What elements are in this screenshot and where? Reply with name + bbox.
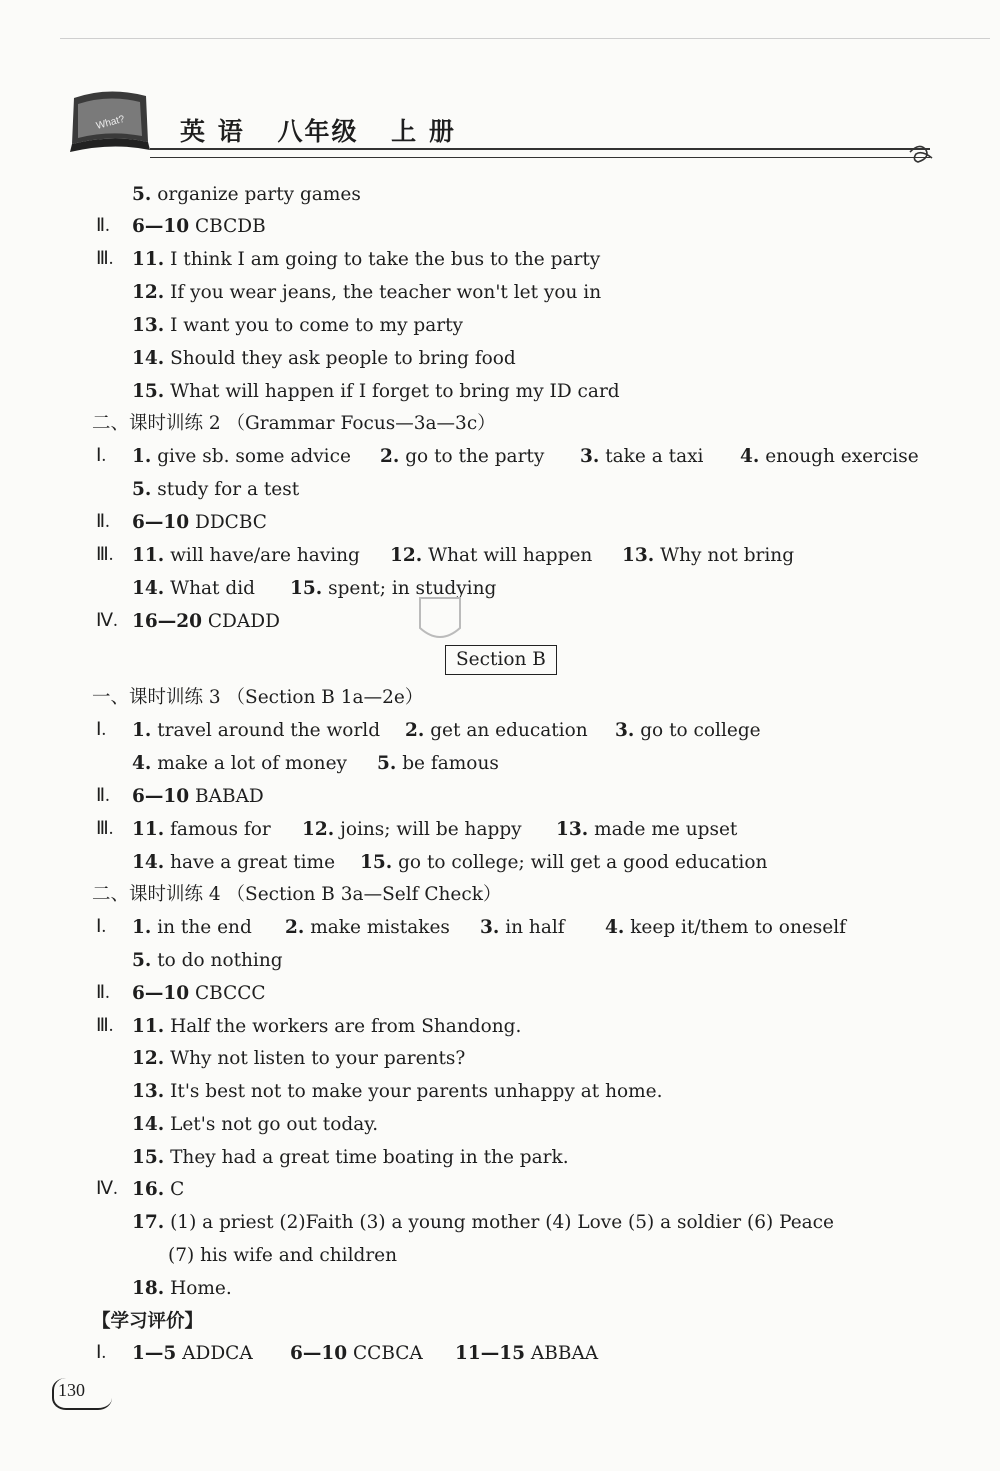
answer-line: [0, 1010, 1000, 1043]
roman-numeral: Ⅲ.: [96, 545, 114, 565]
question-number: 14.: [132, 852, 165, 873]
answer-item: [132, 539, 360, 572]
answer-text: If you wear jeans, the teacher won't let you in: [170, 282, 602, 303]
answer-text: (1) a priest (2)Faith (3) a young mother (4) Love (5) a soldier (6) Peace: [170, 1212, 834, 1233]
question-number: 12.: [132, 282, 165, 303]
answer-text: CBCCC: [195, 983, 266, 1004]
section-b-heading: Section B: [445, 645, 557, 675]
answer-text: have a great time: [170, 852, 336, 873]
answer-item: [740, 440, 919, 473]
heading-text: 二、课时训练 2 （Grammar Focus—3a—3c）: [92, 413, 496, 434]
question-number: 13.: [132, 315, 165, 336]
answer-line: [0, 911, 1000, 944]
answer-line: [0, 243, 1000, 276]
answer-line: [0, 1173, 1000, 1206]
answer-item: [132, 440, 351, 473]
answer-item: [132, 944, 283, 977]
section-heading: [0, 1305, 1000, 1338]
rule-end-curl-icon: [906, 140, 936, 170]
header-grade: 八年级: [277, 117, 359, 146]
heading-text: 一、课时训练 3 （Section B 1a—2e）: [92, 687, 424, 708]
roman-numeral: Ⅲ.: [96, 819, 114, 839]
answer-text: keep it/them to oneself: [630, 917, 847, 938]
answer-line: [0, 846, 1000, 879]
answer-item: [380, 440, 544, 473]
answer-item: [390, 539, 592, 572]
roman-numeral: Ⅱ.: [96, 512, 110, 532]
answer-item: [615, 714, 761, 747]
question-number: 15.: [132, 381, 165, 402]
answer-text: Should they ask people to bring food: [170, 348, 516, 369]
answer-text: will have/are having: [170, 545, 360, 566]
answer-item: [132, 1141, 569, 1174]
answer-item: [302, 813, 522, 846]
question-number: 11.: [132, 249, 165, 270]
answer-item: [132, 276, 601, 309]
heading-text: 【学习评价】: [92, 1311, 204, 1332]
question-number: 5.: [132, 950, 152, 971]
answer-text: take a taxi: [605, 446, 704, 467]
answer-line: [0, 780, 1000, 813]
answer-item: [132, 506, 267, 539]
question-number: 3.: [580, 446, 600, 467]
question-number: 14.: [132, 578, 165, 599]
answer-text: in the end: [157, 917, 252, 938]
answer-item: [132, 1108, 378, 1141]
answer-text: Half the workers are from Shandong.: [170, 1016, 522, 1037]
question-number: 18.: [132, 1278, 165, 1299]
answer-item: [285, 911, 450, 944]
answer-text: DDCBC: [195, 512, 267, 533]
answer-line: [0, 977, 1000, 1010]
answer-text: BABAD: [195, 786, 264, 807]
roman-numeral: Ⅲ.: [96, 249, 114, 269]
answer-text: spent; in studying: [328, 578, 497, 599]
logo-text: What?: [95, 113, 126, 132]
section-heading: [0, 407, 1000, 440]
page-number: 130: [58, 1380, 85, 1400]
question-number: 16.: [132, 1179, 165, 1200]
question-number: 3.: [480, 917, 500, 938]
answer-text: What did: [170, 578, 255, 599]
question-number: 3.: [615, 720, 635, 741]
answer-text: make mistakes: [310, 917, 450, 938]
answer-item: [360, 846, 767, 879]
answer-text: Why not listen to your parents?: [170, 1048, 466, 1069]
answer-item: [132, 747, 347, 780]
answer-text: famous for: [170, 819, 271, 840]
roman-numeral: Ⅰ.: [96, 1343, 107, 1363]
book-logo-icon: [68, 88, 152, 154]
answer-item: [132, 342, 516, 375]
question-number: 15.: [132, 1147, 165, 1168]
answer-item: [132, 1337, 253, 1370]
question-number: 6—10: [132, 512, 190, 533]
answer-line: [0, 440, 1000, 473]
question-number: 5.: [132, 184, 152, 205]
page-header-title: [180, 112, 478, 148]
answer-item: [132, 309, 463, 342]
answer-text: ADDCA: [182, 1343, 253, 1364]
question-number: 13.: [622, 545, 655, 566]
answer-text: go to college; will get a good education: [398, 852, 768, 873]
answer-text: made me upset: [594, 819, 738, 840]
answer-item: [132, 1042, 465, 1075]
answer-text: It's best not to make your parents unhappy at home.: [170, 1081, 663, 1102]
question-number: 15.: [290, 578, 323, 599]
question-number: 13.: [132, 1081, 165, 1102]
answer-text: in half: [505, 917, 565, 938]
answer-line: [0, 813, 1000, 846]
answer-item: [556, 813, 737, 846]
question-number: 2.: [380, 446, 400, 467]
stamp-icon: [410, 590, 470, 650]
question-number: 14.: [132, 348, 165, 369]
answer-line: [0, 1272, 1000, 1305]
answer-text: C: [170, 1179, 185, 1200]
answer-item: [580, 440, 703, 473]
roman-numeral: Ⅰ.: [96, 446, 107, 466]
answer-text: make a lot of money: [157, 753, 347, 774]
answer-item: [132, 1075, 663, 1108]
question-number: 1.: [132, 720, 152, 741]
answer-line: [0, 1075, 1000, 1108]
question-number: 2.: [285, 917, 305, 938]
question-number: 15.: [360, 852, 393, 873]
heading-text: 二、课时训练 4 （Section B 3a—Self Check）: [92, 884, 502, 905]
answer-item: [290, 1337, 423, 1370]
section-heading: [0, 878, 1000, 911]
roman-numeral: Ⅰ.: [96, 720, 107, 740]
question-number: 17.: [132, 1212, 165, 1233]
answer-item: [132, 572, 255, 605]
answer-text: ABBAA: [530, 1343, 599, 1364]
header-double-rule: [150, 148, 930, 158]
answer-text: CDADD: [207, 611, 280, 632]
question-number: 1.: [132, 917, 152, 938]
question-number: 1—5: [132, 1343, 177, 1364]
answer-text: They had a great time boating in the park.: [170, 1147, 569, 1168]
answer-item: [168, 1239, 397, 1272]
answer-line: [0, 375, 1000, 408]
answer-line: [0, 506, 1000, 539]
answer-line: [0, 1141, 1000, 1174]
question-number: 14.: [132, 1114, 165, 1135]
roman-numeral: Ⅱ.: [96, 786, 110, 806]
roman-numeral: Ⅳ.: [96, 1179, 118, 1199]
header-volume: 上 册: [391, 117, 456, 146]
answer-text: Let's not go out today.: [170, 1114, 379, 1135]
answer-item: [480, 911, 565, 944]
answer-item: [132, 178, 361, 211]
answer-line: [0, 1337, 1000, 1370]
answer-text: (7) his wife and children: [168, 1245, 398, 1266]
answer-item: [132, 243, 600, 276]
answer-item: [622, 539, 794, 572]
answer-item: [132, 714, 380, 747]
header-subject: 英 语: [180, 117, 245, 146]
question-number: 5.: [132, 479, 152, 500]
answer-text: be famous: [402, 753, 499, 774]
answer-text: travel around the world: [157, 720, 381, 741]
question-number: 2.: [405, 720, 425, 741]
question-number: 4.: [132, 753, 152, 774]
answer-line: [0, 747, 1000, 780]
question-number: 13.: [556, 819, 589, 840]
answer-line: [0, 342, 1000, 375]
answer-text: CBCDB: [195, 216, 266, 237]
answer-line: [0, 605, 1000, 638]
question-number: 6—10: [132, 786, 190, 807]
answer-text: go to college: [640, 720, 761, 741]
answer-item: [132, 813, 271, 846]
answer-item: [132, 375, 620, 408]
answer-line: [0, 714, 1000, 747]
question-number: 11—15: [455, 1343, 525, 1364]
answer-text: I want you to come to my party: [170, 315, 463, 336]
answer-line: [0, 210, 1000, 243]
answer-line: [0, 178, 1000, 211]
answer-item: [132, 1010, 521, 1043]
answer-text: I think I am going to take the bus to the party: [170, 249, 601, 270]
answer-item: [132, 846, 335, 879]
answer-line: [0, 539, 1000, 572]
question-number: 4.: [605, 917, 625, 938]
question-number: 12.: [132, 1048, 165, 1069]
section-heading: [0, 681, 1000, 714]
answer-text: joins; will be happy: [340, 819, 522, 840]
answer-line: [0, 1042, 1000, 1075]
answer-text: organize party games: [157, 184, 361, 205]
answer-item: [455, 1337, 598, 1370]
answer-line: [0, 276, 1000, 309]
answer-item: [132, 210, 266, 243]
answer-text: What will happen: [428, 545, 593, 566]
answer-item: [132, 1206, 834, 1239]
answer-item: [132, 473, 299, 506]
answer-text: to do nothing: [157, 950, 283, 971]
roman-numeral: Ⅱ.: [96, 216, 110, 236]
answer-item: [132, 977, 266, 1010]
answer-item: [132, 605, 280, 638]
answer-line: [0, 944, 1000, 977]
roman-numeral: Ⅰ.: [96, 917, 107, 937]
top-border-line: [60, 38, 990, 39]
answer-line: [0, 1206, 1000, 1239]
question-number: 4.: [740, 446, 760, 467]
answer-text: What will happen if I forget to bring my ID card: [170, 381, 620, 402]
answer-text: CCBCA: [353, 1343, 423, 1364]
answer-text: give sb. some advice: [157, 446, 351, 467]
question-number: 11.: [132, 819, 165, 840]
answer-text: Why not bring: [660, 545, 795, 566]
question-number: 11.: [132, 545, 165, 566]
answer-item: [132, 911, 252, 944]
answer-item: [377, 747, 499, 780]
roman-numeral: Ⅲ.: [96, 1016, 114, 1036]
answer-item: [405, 714, 588, 747]
roman-numeral: Ⅳ.: [96, 611, 118, 631]
question-number: 1.: [132, 446, 152, 467]
question-number: 6—10: [132, 216, 190, 237]
answer-text: enough exercise: [765, 446, 919, 467]
answer-line: [0, 1108, 1000, 1141]
question-number: 6—10: [290, 1343, 348, 1364]
answer-text: study for a test: [157, 479, 300, 500]
question-number: 12.: [390, 545, 423, 566]
answer-text: Home.: [170, 1278, 232, 1299]
answer-item: [605, 911, 846, 944]
answer-line: [0, 473, 1000, 506]
answer-text: get an education: [430, 720, 588, 741]
answer-text: go to the party: [405, 446, 545, 467]
question-number: 6—10: [132, 983, 190, 1004]
answer-line: [0, 572, 1000, 605]
answer-item: [132, 1173, 184, 1206]
answer-item: [132, 780, 264, 813]
question-number: 12.: [302, 819, 335, 840]
question-number: 16—20: [132, 611, 202, 632]
question-number: 5.: [377, 753, 397, 774]
answer-line: [0, 1239, 1000, 1272]
question-number: 11.: [132, 1016, 165, 1037]
answer-line: [0, 309, 1000, 342]
roman-numeral: Ⅱ.: [96, 983, 110, 1003]
answer-item: [132, 1272, 232, 1305]
